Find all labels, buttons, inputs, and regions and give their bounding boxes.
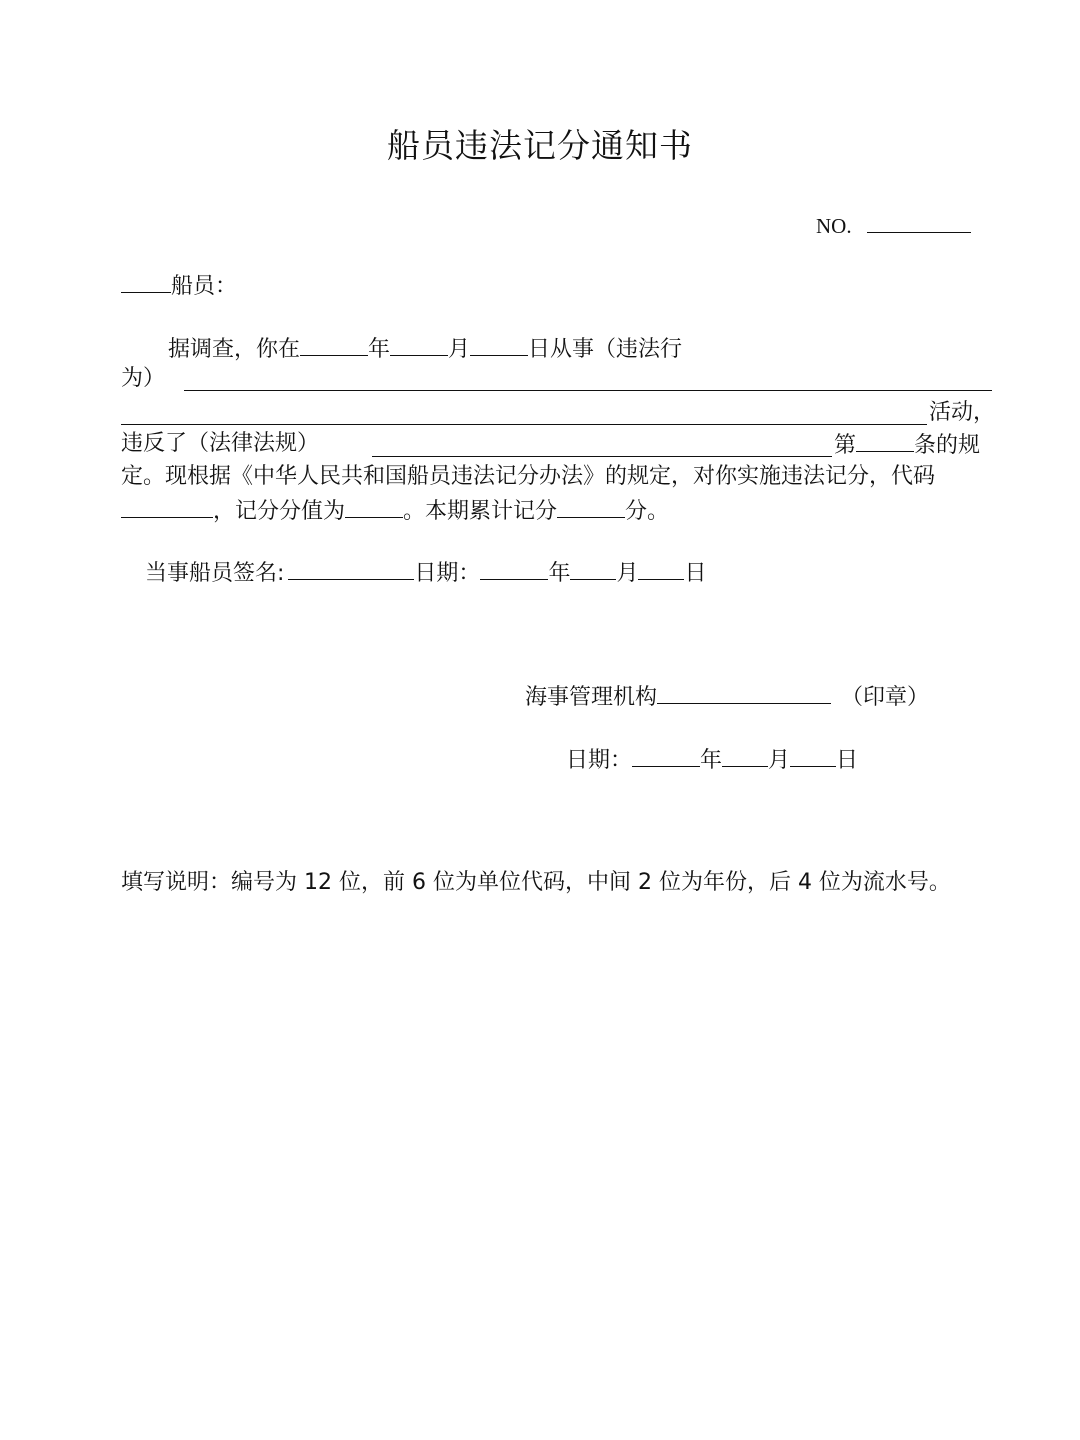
addressee-label: 船员： <box>171 274 238 299</box>
body-line1-a: 据调查，你在 <box>168 337 301 362</box>
body-line6-b: 。本期累计记分 <box>403 499 558 524</box>
addressee-row <box>121 270 237 302</box>
number-row <box>816 210 971 239</box>
signature-day-blank[interactable] <box>638 557 684 580</box>
body-line4-c: 条的规 <box>914 433 981 458</box>
number-label: NO. <box>816 214 852 238</box>
signature-day: 日 <box>684 561 707 586</box>
violation-behavior-blank-2[interactable] <box>121 424 927 425</box>
body-line-6 <box>121 495 669 527</box>
authority-seal: （印章） <box>841 685 930 710</box>
authority-label: 海事管理机构 <box>525 685 658 710</box>
body-line-4-label: 违反了（法律法规） <box>121 431 320 456</box>
signature-date-label: 日期： <box>414 561 481 586</box>
violation-year-blank[interactable] <box>300 333 368 356</box>
authority-date-label: 日期： <box>566 748 633 773</box>
filling-instructions: 填写说明：编号为 12 位，前 6 位为单位代码，中间 2 位为年份，后 4 位为流水号。 <box>121 870 951 895</box>
body-line1-month: 月 <box>448 337 471 362</box>
signature-year: 年 <box>548 561 571 586</box>
score-value-blank[interactable] <box>345 495 403 518</box>
authority-year: 年 <box>700 748 723 773</box>
authority-year-blank[interactable] <box>632 744 700 767</box>
number-blank[interactable] <box>867 210 971 233</box>
authority-month: 月 <box>768 748 791 773</box>
signature-month: 月 <box>616 561 639 586</box>
addressee-blank[interactable] <box>121 270 171 293</box>
signature-month-blank[interactable] <box>570 557 616 580</box>
body-line4-b: 第 <box>834 433 857 458</box>
body-line-2-label: 为） <box>121 366 166 391</box>
body-line6-c: 分。 <box>625 499 670 524</box>
violation-month-blank[interactable] <box>390 333 448 356</box>
authority-day-blank[interactable] <box>790 744 836 767</box>
authority-row <box>525 681 929 713</box>
body-line6-a: ，记分分值为 <box>213 499 346 524</box>
authority-date-row <box>566 744 858 776</box>
signature-year-blank[interactable] <box>480 557 548 580</box>
signature-blank[interactable] <box>288 557 414 580</box>
signature-row <box>145 557 706 589</box>
law-regulation-blank[interactable] <box>372 456 832 457</box>
authority-day: 日 <box>836 748 859 773</box>
violation-behavior-blank[interactable] <box>184 390 992 391</box>
body-line-4-article <box>834 429 980 461</box>
violation-day-blank[interactable] <box>470 333 528 356</box>
body-line-5: 定。现根据《中华人民共和国船员违法记分办法》的规定，对你实施违法记分，代码 <box>121 464 936 489</box>
cumulative-score-blank[interactable] <box>557 495 625 518</box>
body-line-1 <box>168 333 682 365</box>
code-blank[interactable] <box>121 495 213 518</box>
authority-month-blank[interactable] <box>722 744 768 767</box>
authority-blank[interactable] <box>657 681 831 704</box>
article-number-blank[interactable] <box>856 429 914 452</box>
body-line-3-label: 活动， <box>929 400 996 425</box>
body-line1-day: 日从事（违法行 <box>528 337 683 362</box>
document-title: 船员违法记分通知书 <box>387 126 693 165</box>
signature-label: 当事船员签名: <box>145 561 285 586</box>
body-line1-year: 年 <box>368 337 391 362</box>
